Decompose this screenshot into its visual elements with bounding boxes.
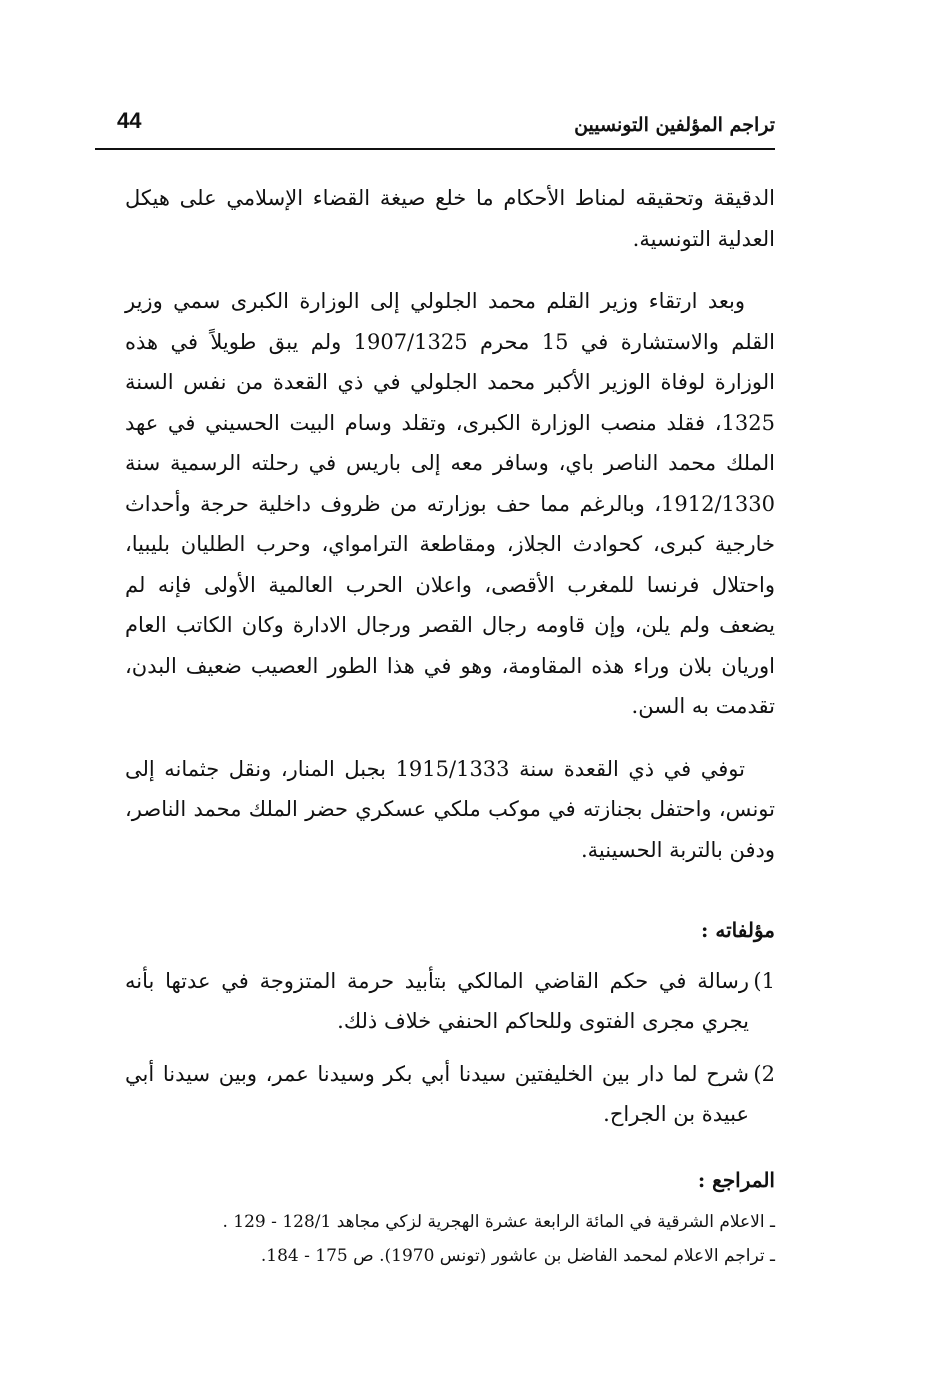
- running-header: [95, 100, 775, 150]
- reference-item: ـ تراجم الاعلام لمحمد الفاضل بن عاشور (تونس 1970). ص 175 - 184.: [260, 1245, 775, 1266]
- header-title: تراجم المؤلفين التونسيين: [574, 114, 775, 136]
- references-heading: المراجع :: [697, 1167, 775, 1192]
- page-body: [125, 178, 775, 1273]
- works-item: [125, 1054, 775, 1135]
- page-number: 44: [117, 108, 142, 133]
- references-section: [125, 1163, 775, 1273]
- body-paragraph-1: الدقيقة وتحقيقه لمناط الأحكام ما خلع صيغة القضاء الإسلامي على هيكل العدلية التونسية.: [125, 186, 775, 251]
- works-item-number: 2): [753, 1061, 775, 1086]
- works-item-text: شرح لما دار بين الخليفتين سيدنا أبي بكر وسيدنا عمر، وبين سيدنا أبي عبيدة بن الجراح.: [125, 1061, 749, 1126]
- body-paragraph-2: وبعد ارتقاء وزير القلم محمد الجلولي إلى الوزارة الكبرى سمي وزير القلم والاستشارة في 15 محرم 1907/1325 ولم يبق طويلاً في هذه الوزارة لوفاة الوزير الأكبر محمد الجلولي في ذي القعدة من نفس السنة 1325، فقلد منصب الوزارة الكبرى، وتقلد وسام البيت الحسيني في عهد الملك محمد الناصر باي، وسافر معه إلى باريس في رحلته الرسمية سنة 1912/1330، وبالرغم مما حف بوزارته من ظروف داخلية حرجة وأحداث خارجية كبرى، كحوادث الجلاز، ومقاطعة الترامواي، وحرب الطليان بليبيا، واحتلال فرنسا للمغرب الأقصى، واعلان الحرب العالمية الأولى فإنه لم يضعف ولم يلن، وإن قاومه رجال القصر ورجال الادارة وكان الكاتب العام اوريان بلان وراء هذه المقاومة، وهو في هذا الطور العصيب ضعيف البدن، تقدمت به السن.: [125, 289, 776, 718]
- works-list: [125, 961, 775, 1135]
- works-item-number: 1): [753, 968, 775, 993]
- reference-item: ـ الاعلام الشرقية في المائة الرابعة عشرة الهجرية لزكي مجاهد 128/1 - 129 .: [222, 1211, 775, 1232]
- works-heading: مؤلفاته :: [701, 918, 775, 942]
- body-paragraph-3: توفي في ذي القعدة سنة 1915/1333 بجبل المنار، ونقل جثمانه إلى تونس، واحتفل بجنازته في موكب ملكي عسكري حضر الملك محمد الناصر، ودفن بالتربة الحسينية.: [125, 756, 775, 862]
- works-item: [125, 961, 775, 1042]
- works-item-text: رسالة في حكم القاضي المالكي بتأبيد حرمة المتزوجة في عدتها بأنه يجري مجرى الفتوى وللحاكم الحنفي خلاف ذلك.: [125, 968, 750, 1033]
